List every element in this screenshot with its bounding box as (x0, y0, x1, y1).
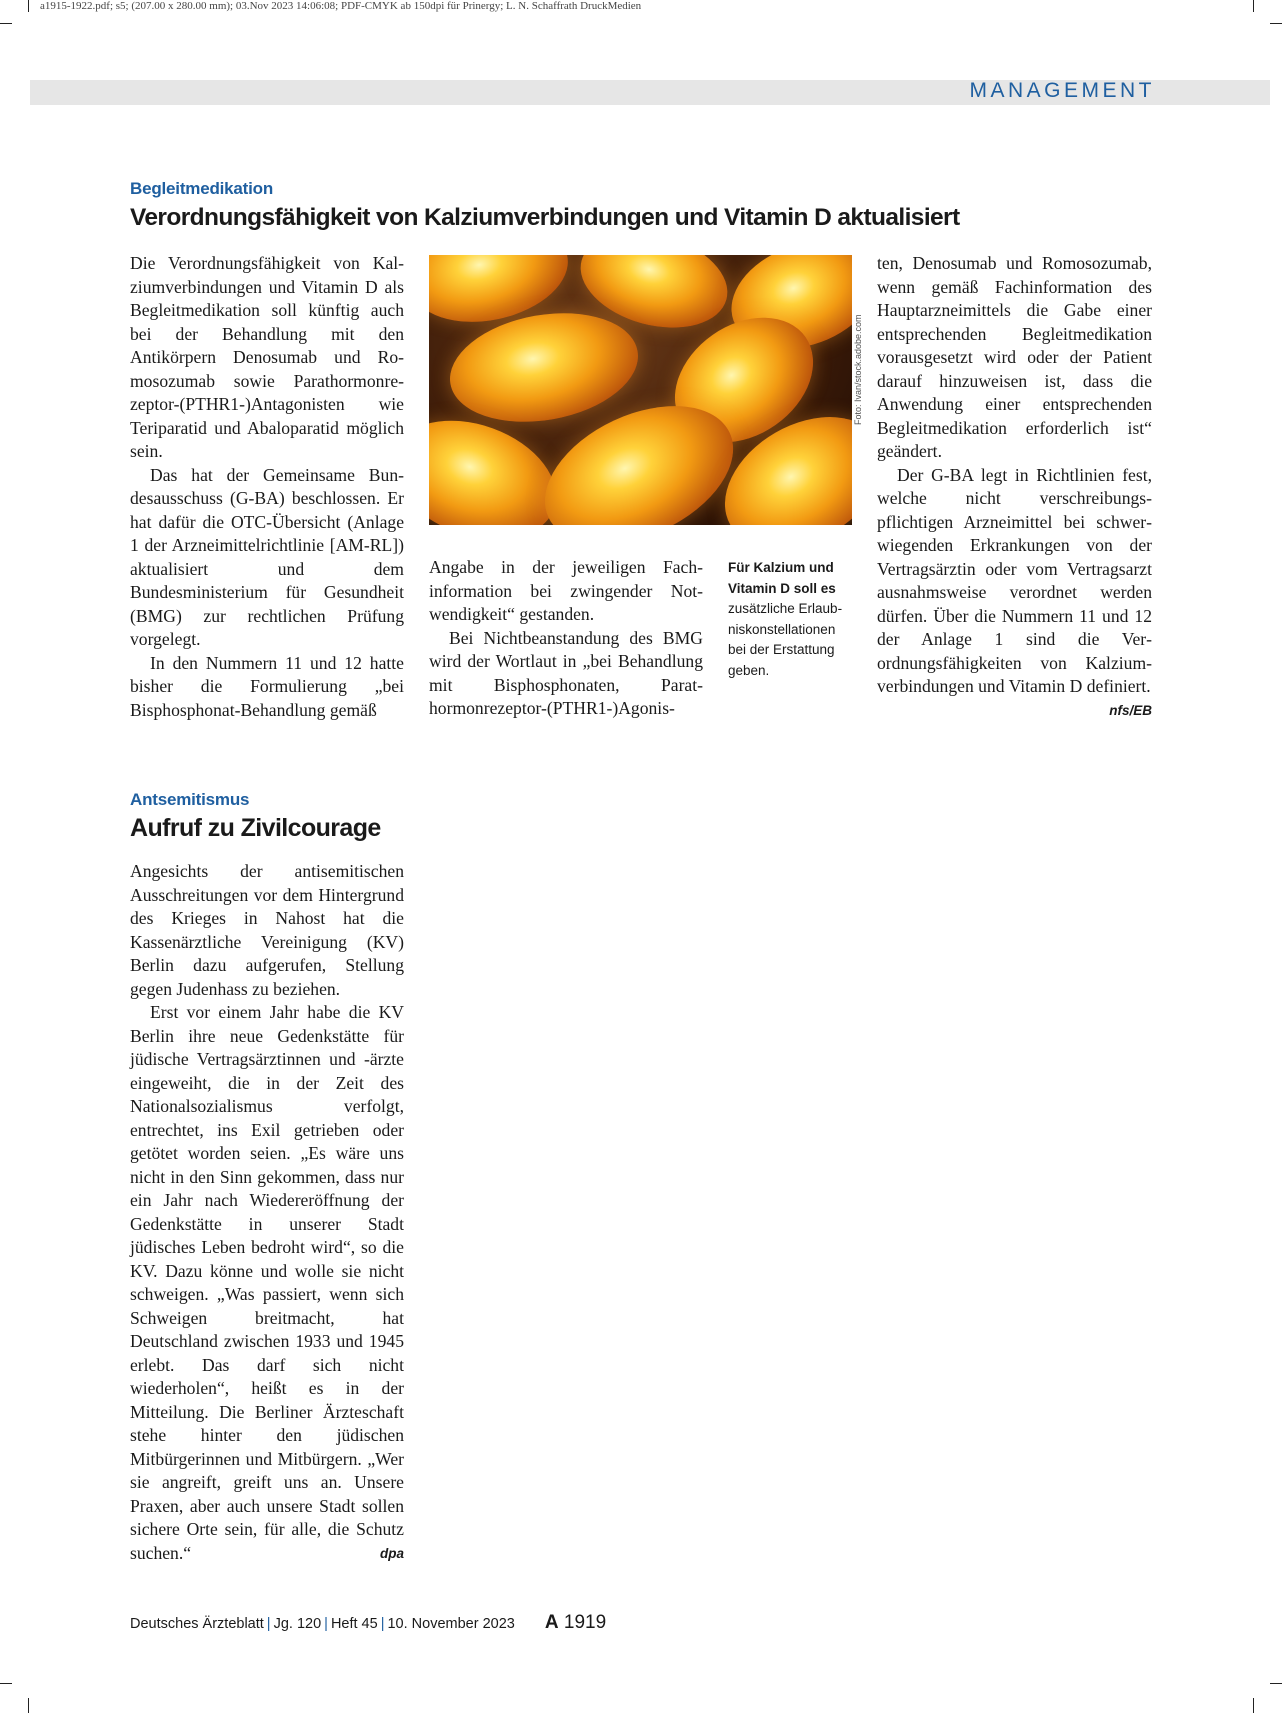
crop-mark (28, 1698, 29, 1713)
crop-mark (1253, 1698, 1254, 1713)
article1-headline: Verordnungsfähigkeit von Kalziumverbindungen und Vitamin D aktualisiert (130, 204, 960, 231)
paragraph-text: Erst vor einem Jahr habe die KV Berlin ihre neue Gedenkstätte für jüdische Vertragsärztinnen und -ärzte eingeweiht, die in der Zeit des Nationalsozialismus verfolgt, entrechtet, ins Exil getrieben oder getötet worden seien. „Es wäre uns nicht in den Sinn gekommen, dass nur ein Jahr nach Wiedereröffnung der Gedenkstätte in unserer Stadt jüdisches Leben bedroht wird“, so die KV. Dazu könne und wolle sie nicht schweigen. „Was passiert, wenn sich Schweigen breitmacht, hat Deutschland zwischen 1933 und 1945 erlebt. Das darf sich nicht wiederholen“, heißt es in der Mitteilung. Die Berliner Ärzteschaft stehe hinter den jüdischen Mitbürgerinnen und Mitbürgern. „Wer sie angreift, greift uns an. Unsere Praxen, aber auch unsere Stadt sollen sichere Orte sein, für alle, die Schutz suchen.“ (130, 1002, 404, 1563)
journal-name: Deutsches Ärzteblatt (130, 1616, 264, 1632)
issue-date: 10. November 2023 (387, 1616, 515, 1632)
crop-mark (1270, 23, 1282, 24)
paragraph: Die Verordnungsfähigkeit von Kalziumverbindungen und Vitamin D als Begleitmedikation soll künftig auch bei der Behandlung mit den Antikörpern Denosumab und Romosozumab sowie Parathormonrezeptor-(PTHR1-)Antagonisten wie Teriparatid und Abaloparatid möglich sein. (130, 253, 404, 461)
caption-text: zusätzliche Erlaubniskonstellationen bei der Erstattung geben. (728, 601, 843, 678)
paragraph (130, 1001, 404, 1565)
article2-column (130, 860, 404, 1565)
crop-mark (0, 23, 12, 24)
section-label: MANAGEMENT (969, 79, 1155, 102)
author-signature: dpa (379, 1545, 404, 1561)
page-number (545, 1612, 606, 1633)
page-footer: Deutsches Ärzteblatt | Jg. 120 | Heft 45 | 10. November 2023 A 1919 (130, 1612, 607, 1633)
caption-bold: Für Kalzium und Vitamin D soll es (728, 560, 836, 596)
paragraph: Angabe in der jeweiligen Fachinformation bei zwingender Notwendigkeit“ gestanden. (429, 557, 703, 624)
vitamin-capsules-photo (429, 255, 852, 525)
article1-column-3 (877, 252, 1152, 722)
crop-mark (0, 1683, 12, 1684)
paragraph (877, 464, 1152, 718)
print-info-line: a1915-1922.pdf; s5; (207.00 x 280.00 mm); 03.Nov 2023 14:06:08; PDF-CMYK ab 150dpi für Prinergy; L. N. Schaffrath DruckMedien (40, 0, 642, 12)
page-number-value: 1919 (563, 1612, 607, 1633)
paragraph: Das hat der Gemeinsame Bundesausschuss (G-BA) beschlossen. Er hat dafür die OTC-Übersicht (Anlage 1 der Arzneimittelrichtlinie [AM-RL]) aktualisiert und dem Bundesministerium für Gesundheit (BMG) zur rechtlichen Prüfung vorgelegt. (130, 464, 404, 649)
paragraph-text: Der G-BA legt in Richtlinien fest, welche nicht verschreibungspflichtigen Arzneimittel bei schwerwiegenden Erkrankungen von der Vertragsärztin oder vom Vertragsarzt ausnahmsweise verordnet werden dürfen. Über die Nummern 11 und 12 der Anlage 1 sind die Verordnungsfähigkeiten von Kalziumverbindungen und Vitamin D definiert. (877, 464, 1152, 696)
photo-caption (728, 558, 856, 681)
article1-column-1 (130, 252, 404, 722)
author-signature: nfs/EB (1109, 702, 1152, 718)
paragraph: In den Nummern 11 und 12 hatte bisher die Formulierung „bei Bisphosphonat-Behandlung gemäß (130, 652, 404, 720)
crop-mark (28, 0, 29, 12)
crop-mark (1253, 0, 1254, 12)
paragraph: Angesichts der antisemitischen Ausschreitungen vor dem Hintergrund des Krieges in Nahost hat die Kassenärztliche Vereinigung (KV) Berlin dazu aufgerufen, Stellung gegen Judenhass zu beziehen. (130, 861, 404, 999)
crop-mark (1270, 1683, 1282, 1684)
issue: Heft 45 (330, 1616, 378, 1632)
article2-headline: Aufruf zu Zivilcourage (130, 814, 381, 842)
article1-column-2 (429, 556, 703, 721)
volume: Jg. 120 (273, 1616, 322, 1632)
photo-credit: Foto: Ivan/stock.adobe.com (853, 314, 863, 425)
article2-kicker: Antsemitismus (130, 790, 250, 809)
article1-kicker: Begleitmedikation (130, 179, 274, 198)
page-prefix: A (544, 1612, 559, 1633)
paragraph: ten, Denosumab und Romosozumab, wenn gemäß Fachinformation des Hauptarzneimittels die Gabe einer entsprechenden Begleitmedikation vorausgesetzt wird oder der Patient darauf hinzuweisen ist, dass die Anwendung einer entsprechenden Begleitmedikation erforderlich ist“ geändert. (877, 253, 1152, 461)
paragraph: Bei Nichtbeanstandung des BMG wird der Wortlaut in „bei Behandlung mit Bisphosphonaten, Parathormonrezeptor-(PTHR1-)Agonis- (429, 627, 703, 718)
